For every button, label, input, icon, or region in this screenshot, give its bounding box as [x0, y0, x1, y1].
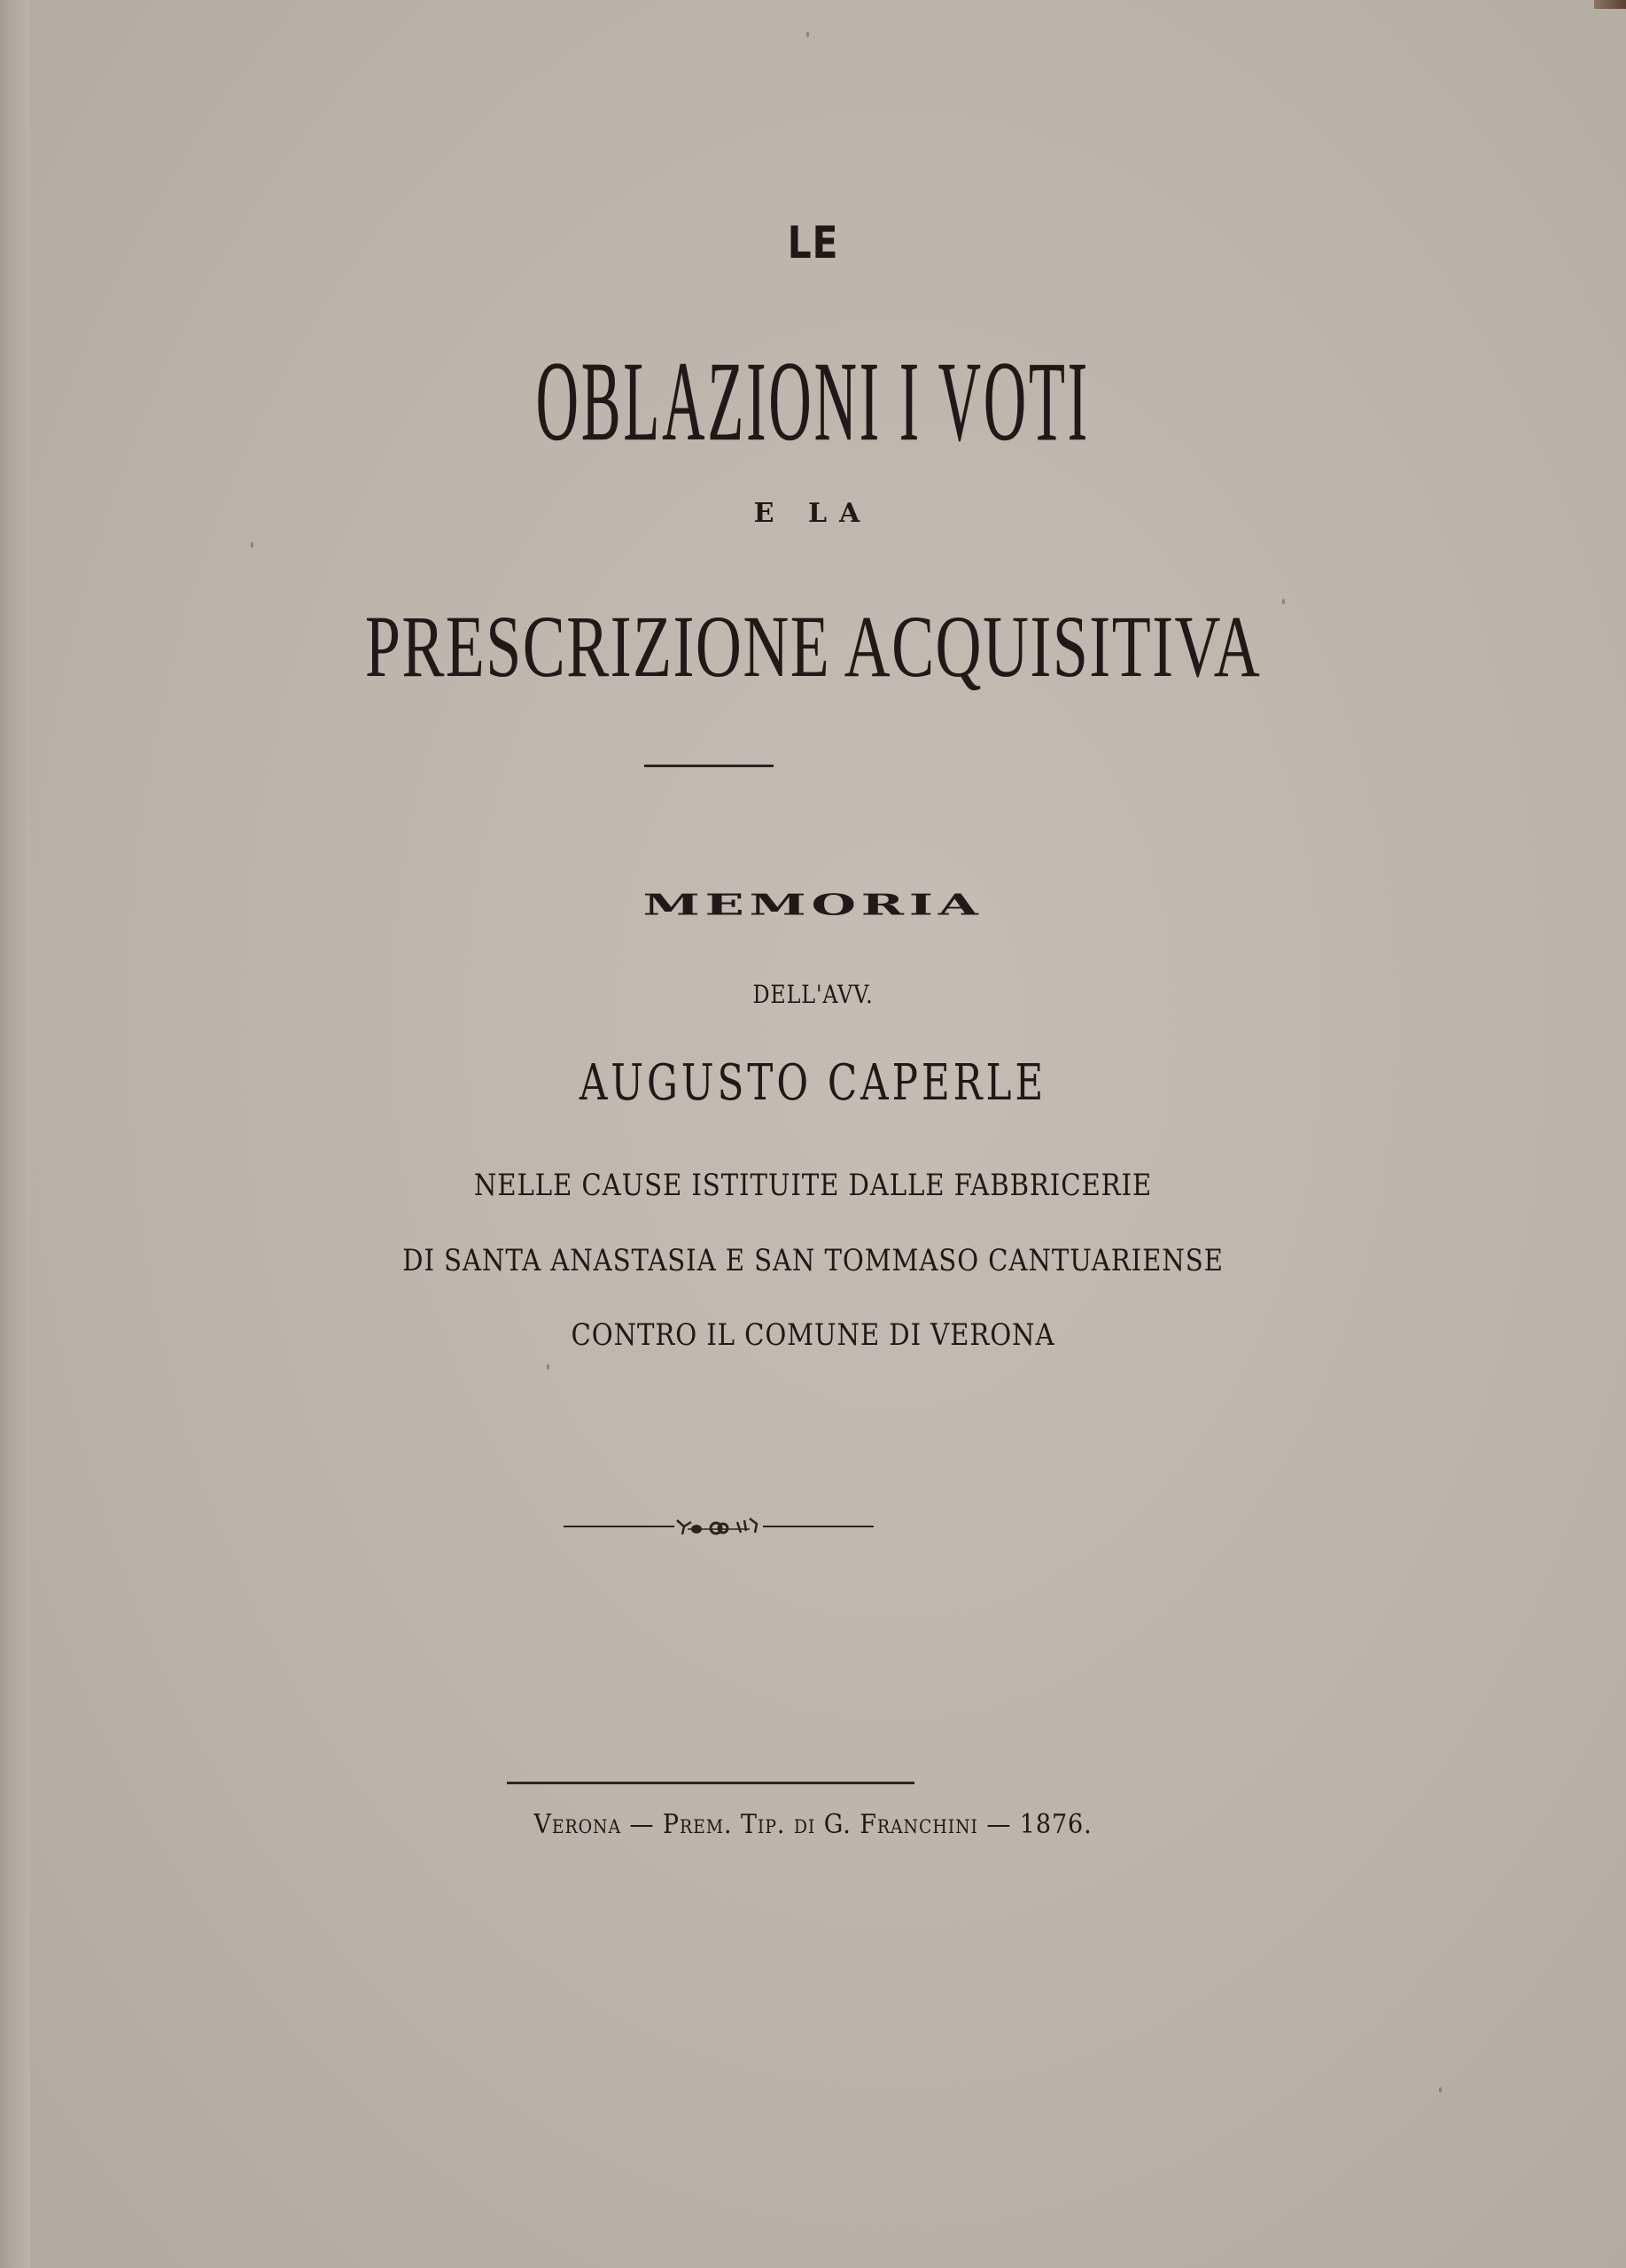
imprint-separator: — — [621, 1809, 663, 1840]
genre-label: MEMORIA — [642, 888, 984, 922]
imprint-separator: — — [977, 1809, 1020, 1840]
imprint-city: Verona — [533, 1809, 622, 1840]
paper-speck — [1439, 2087, 1442, 2093]
context-line: NELLE CAUSE ISTITUITE DALLE FABBRICERIE — [473, 1168, 1153, 1203]
context-line: DI SANTA ANASTASIA E SAN TOMMASO CANTUARIENSE — [402, 1243, 1224, 1278]
divider-short — [644, 765, 774, 767]
paper-speck — [547, 1364, 549, 1370]
floral-ornament-icon — [564, 1513, 874, 1540]
author-name: AUGUSTO CAPERLE — [579, 1054, 1047, 1112]
title-subtitle: PRESCRIZIONE ACQUISITIVA — [364, 597, 1262, 695]
imprint — [82, 1809, 1545, 1840]
imprint-year: 1876. — [1019, 1809, 1093, 1840]
divider-long — [507, 1782, 914, 1784]
paper-speck — [251, 542, 253, 548]
context-line: CONTRO IL COMUNE DI VERONA — [571, 1317, 1055, 1353]
paper-speck — [1282, 599, 1285, 604]
paper-speck — [806, 32, 809, 37]
author-prefix: DELL'AVV. — [752, 980, 874, 1009]
title-conjunction: E LA — [753, 498, 873, 529]
cover-edge — [1594, 0, 1626, 9]
title-article: LE — [787, 217, 839, 268]
page-gutter — [0, 0, 30, 2268]
title-main: OBLAZIONI I VOTI — [535, 338, 1091, 464]
imprint-printer: Prem. Tip. di G. Franchini — [662, 1809, 978, 1840]
